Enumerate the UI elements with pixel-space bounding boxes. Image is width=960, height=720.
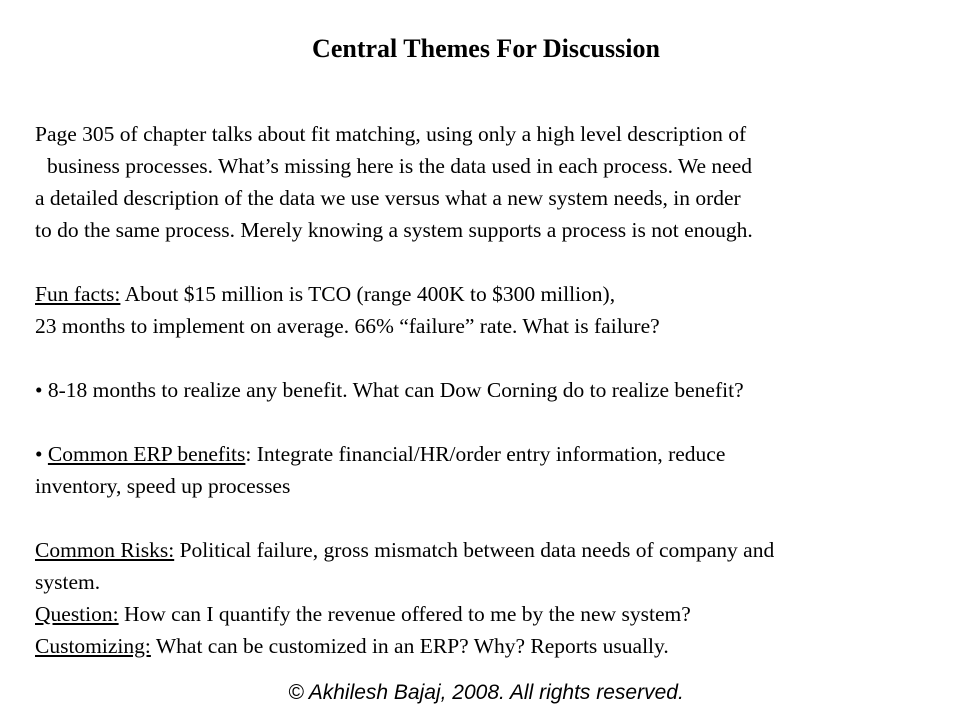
slide-title: Central Themes For Discussion xyxy=(312,34,660,63)
erp-benefits-line-2: inventory, speed up processes xyxy=(35,474,291,498)
fun-facts-text: About $15 million is TCO (range 400K to $300 million), xyxy=(120,282,616,306)
customizing-text: What can be customized in an ERP? Why? Reports usually. xyxy=(150,634,669,658)
spacer xyxy=(35,342,955,374)
erp-benefits-line-1 xyxy=(35,438,955,470)
customizing-line xyxy=(35,630,955,662)
para1-line-4: to do the same process. Merely knowing a system supports a process is not enough. xyxy=(35,218,753,242)
para1-line-2: business processes. What’s missing here is the data used in each process. We need xyxy=(47,154,753,178)
customizing-label: Customizing: xyxy=(35,634,151,658)
question-text: How can I quantify the revenue offered to me by the new system? xyxy=(118,602,691,626)
fun-facts-line-1 xyxy=(35,278,955,310)
bullet-benefit-time: • 8-18 months to realize any benefit. What can Dow Corning do to realize benefit? xyxy=(35,378,744,402)
copyright-footer: © Akhilesh Bajaj, 2008. All rights reserved. xyxy=(288,681,684,704)
para1-line-3: a detailed description of the data we use versus what a new system needs, in order xyxy=(35,186,741,210)
erp-benefits-text: : Integrate financial/HR/order entry information, reduce xyxy=(245,442,726,466)
risks-text: Political failure, gross mismatch between data needs of company and xyxy=(174,538,775,562)
question-line xyxy=(35,598,955,630)
risks-line-1 xyxy=(35,534,955,566)
slide-body xyxy=(35,118,955,662)
risks-line-2: system. xyxy=(35,570,101,594)
bullet-icon: • xyxy=(35,442,48,466)
risks-label: Common Risks: xyxy=(35,538,175,562)
erp-benefits-label: Common ERP benefits xyxy=(47,442,246,466)
spacer xyxy=(35,246,955,278)
spacer xyxy=(35,502,955,534)
para1-line-1: Page 305 of chapter talks about fit matching, using only a high level description of xyxy=(35,122,747,146)
fun-facts-label: Fun facts: xyxy=(35,282,121,306)
question-label: Question: xyxy=(35,602,119,626)
fun-facts-line-2: 23 months to implement on average. 66% “failure” rate. What is failure? xyxy=(35,314,660,338)
spacer xyxy=(35,406,955,438)
